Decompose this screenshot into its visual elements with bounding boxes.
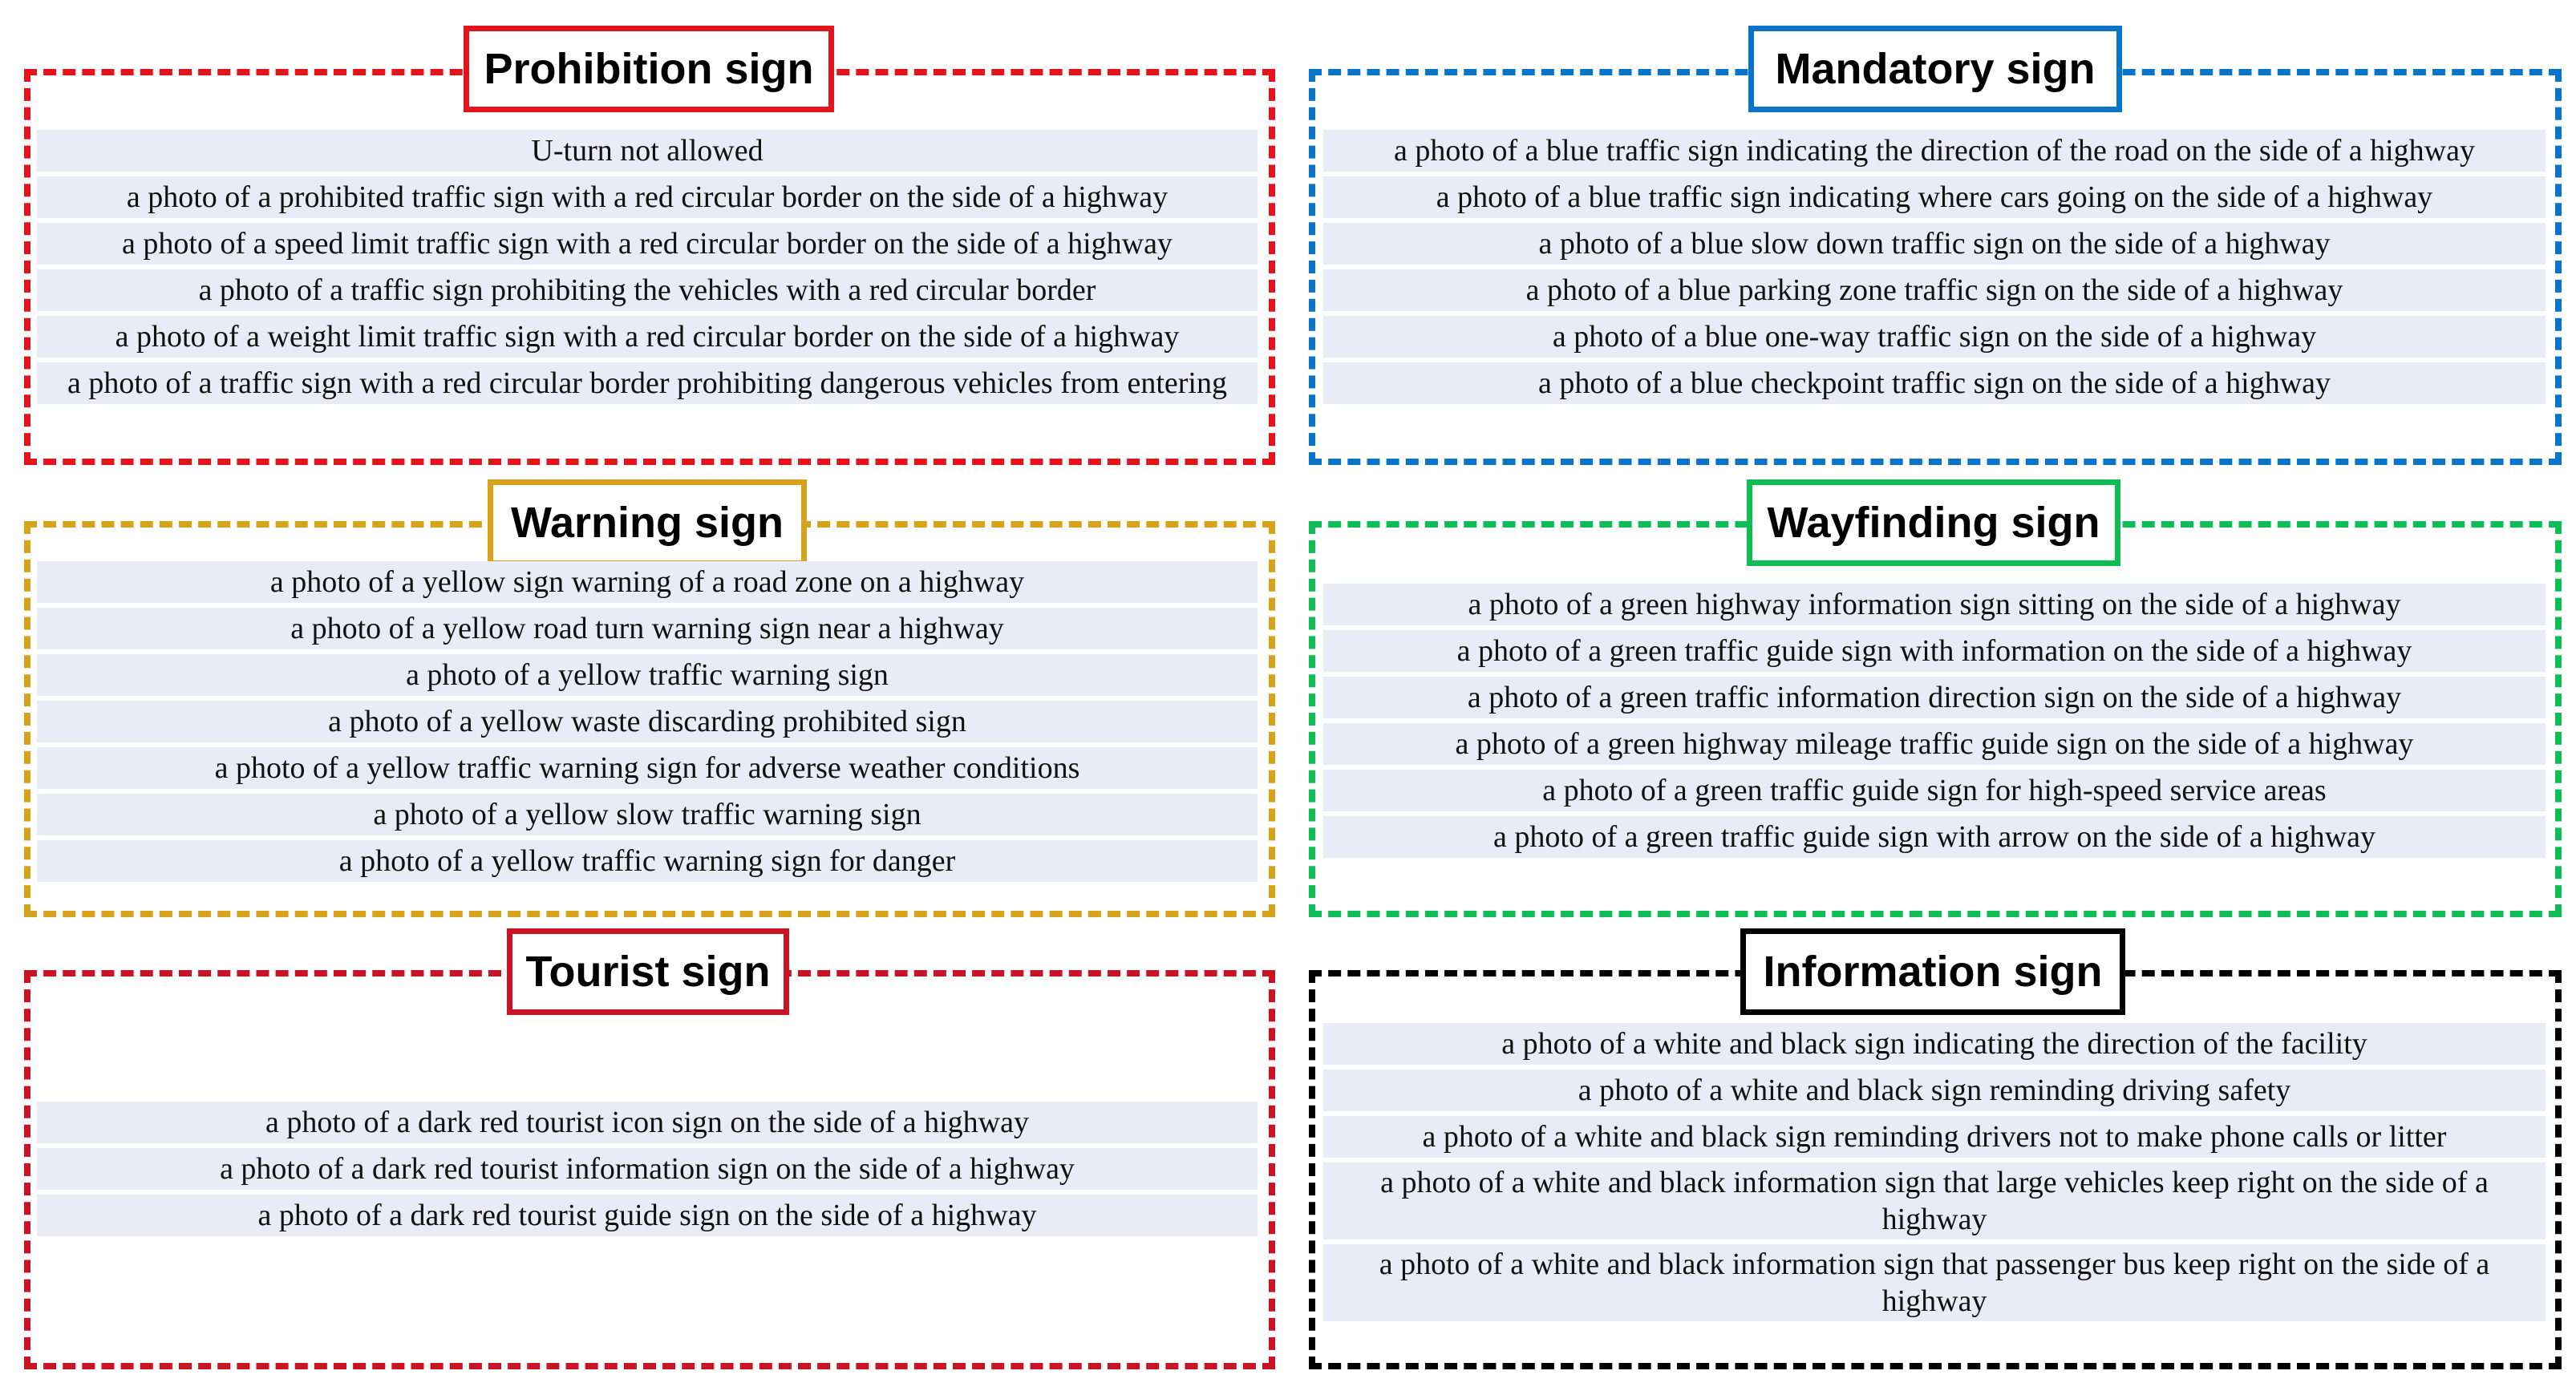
- information-sign-list: [1323, 1023, 2546, 1321]
- list-item: a photo of a yellow waste discarding prohibited sign: [37, 701, 1258, 742]
- list-item: a photo of a green traffic guide sign for high-speed service areas: [1323, 770, 2546, 811]
- list-item: a photo of a green highway information sign sitting on the side of a highway: [1323, 584, 2546, 625]
- list-item: a photo of a white and black information sign that large vehicles keep right on the side of a highway: [1323, 1162, 2546, 1239]
- list-item: a photo of a blue traffic sign indicating where cars going on the side of a highway: [1323, 176, 2546, 218]
- warning-sign-list: [37, 561, 1258, 882]
- list-item: a photo of a yellow slow traffic warning sign: [37, 794, 1258, 835]
- list-item: a photo of a traffic sign prohibiting the vehicles with a red circular border: [37, 269, 1258, 311]
- list-item: a photo of a dark red tourist information sign on the side of a highway: [37, 1148, 1258, 1190]
- warning-sign-title: Warning sign: [488, 479, 807, 566]
- list-item: a photo of a white and black information sign that passenger bus keep right on the side of a highway: [1323, 1244, 2546, 1321]
- list-item: a photo of a dark red tourist icon sign on the side of a highway: [37, 1102, 1258, 1143]
- list-item: a photo of a green traffic guide sign with arrow on the side of a highway: [1323, 816, 2546, 858]
- list-item: a photo of a green traffic information direction sign on the side of a highway: [1323, 677, 2546, 718]
- list-item: a photo of a yellow traffic warning sign: [37, 654, 1258, 696]
- list-item: a photo of a blue checkpoint traffic sign on the side of a highway: [1323, 362, 2546, 404]
- list-item: a photo of a blue traffic sign indicating the direction of the road on the side of a highway: [1323, 130, 2546, 172]
- list-item: a photo of a white and black sign indicating the direction of the facility: [1323, 1023, 2546, 1065]
- list-item: a photo of a green highway mileage traffic guide sign on the side of a highway: [1323, 723, 2546, 765]
- list-item: a photo of a yellow traffic warning sign for danger: [37, 840, 1258, 882]
- prohibition-sign-list: [37, 130, 1258, 404]
- list-item: a photo of a speed limit traffic sign with a red circular border on the side of a highway: [37, 223, 1258, 265]
- mandatory-sign-list: [1323, 130, 2546, 404]
- wayfinding-sign-title: Wayfinding sign: [1747, 479, 2120, 566]
- information-sign-title: Information sign: [1740, 928, 2125, 1015]
- prohibition-sign-title: Prohibition sign: [464, 26, 834, 112]
- list-item: a photo of a blue one-way traffic sign on the side of a highway: [1323, 316, 2546, 358]
- list-item: U-turn not allowed: [37, 130, 1258, 172]
- list-item: a photo of a prohibited traffic sign with a red circular border on the side of a highway: [37, 176, 1258, 218]
- wayfinding-sign-list: [1323, 584, 2546, 858]
- list-item: a photo of a blue slow down traffic sign on the side of a highway: [1323, 223, 2546, 265]
- list-item: a photo of a green traffic guide sign with information on the side of a highway: [1323, 630, 2546, 672]
- list-item: a photo of a blue parking zone traffic sign on the side of a highway: [1323, 269, 2546, 311]
- list-item: a photo of a yellow sign warning of a road zone on a highway: [37, 561, 1258, 603]
- list-item: a photo of a dark red tourist guide sign on the side of a highway: [37, 1195, 1258, 1236]
- mandatory-sign-title: Mandatory sign: [1748, 26, 2122, 112]
- list-item: a photo of a white and black sign reminding driving safety: [1323, 1070, 2546, 1111]
- list-item: a photo of a traffic sign with a red circular border prohibiting dangerous vehicles from entering: [37, 362, 1258, 404]
- list-item: a photo of a yellow road turn warning sign near a highway: [37, 608, 1258, 649]
- list-item: a photo of a weight limit traffic sign with a red circular border on the side of a highway: [37, 316, 1258, 358]
- tourist-sign-list: [37, 1102, 1258, 1236]
- list-item: a photo of a yellow traffic warning sign for adverse weather conditions: [37, 747, 1258, 789]
- list-item: a photo of a white and black sign reminding drivers not to make phone calls or litter: [1323, 1116, 2546, 1158]
- tourist-sign-title: Tourist sign: [507, 928, 789, 1015]
